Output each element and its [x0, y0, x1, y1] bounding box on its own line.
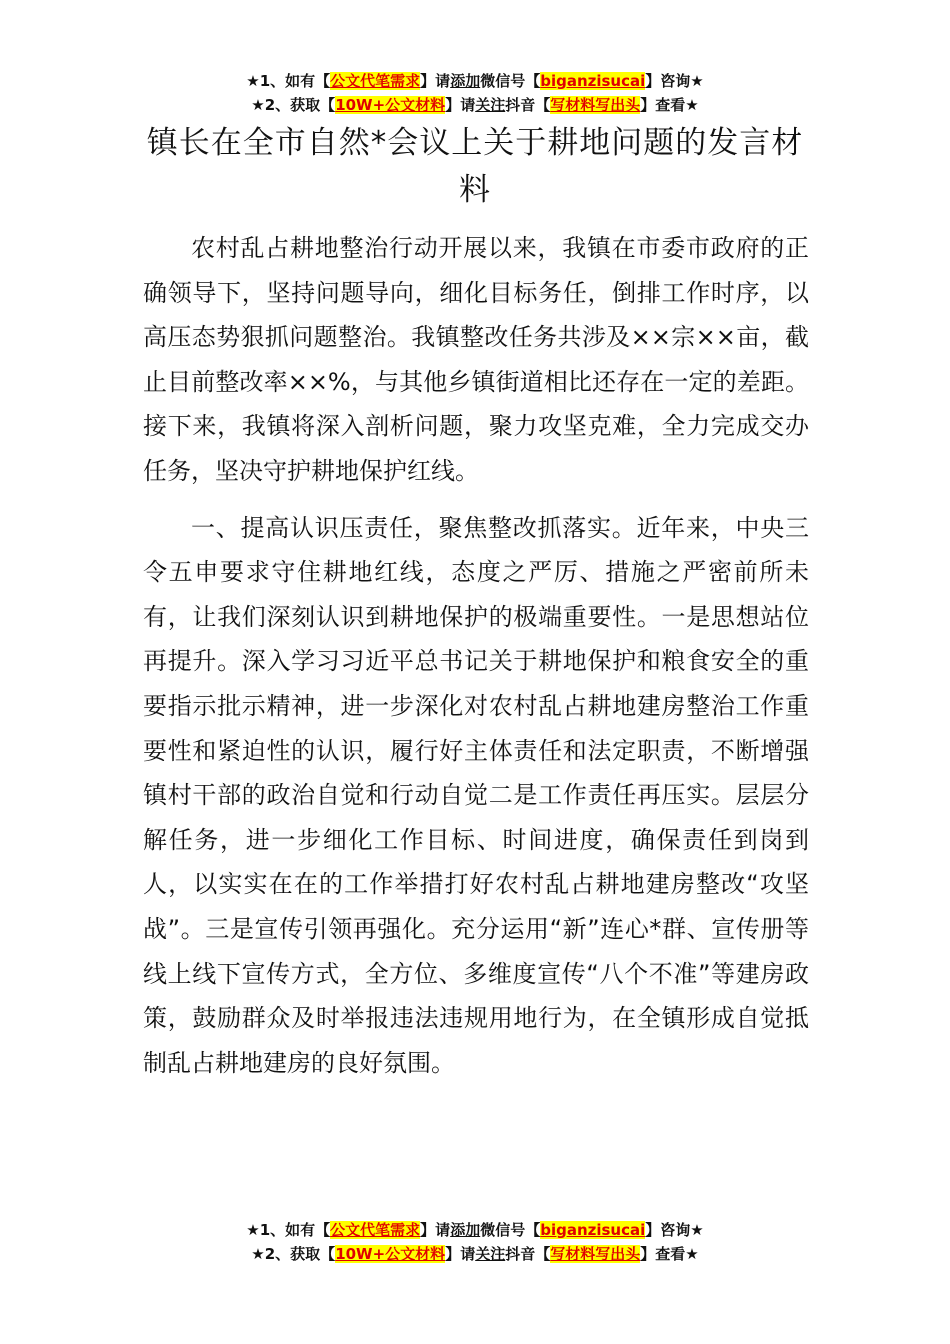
promo-line-1-mid: 】请: [420, 72, 451, 90]
footer-promo-line-2: [0, 1242, 950, 1266]
promo-highlight-douyin-account: 写材料写出头: [550, 96, 641, 114]
footer-emphasis-add: 添加: [450, 1221, 481, 1239]
footer-promo: [0, 1218, 950, 1266]
promo-line-2: [0, 93, 950, 117]
promo-line-2-mid2: 抖音【: [505, 96, 551, 114]
footer-highlight-service: 公文代笔需求: [330, 1221, 421, 1239]
body-paragraph-section-1: 一、提高认识压责任，聚焦整改抓落实。近年来，中央三令五申要求守住耕地红线，态度之严厉、措施之严密前所未有，让我们深刻认识到耕地保护的极端重要性。一是思想站位再提升。深入学习习近平总书记关于耕地保护和粮食安全的重要指示批示精神，进一步深化对农村乱占耕地建房整治工作重要性和紧迫性的认识，履行好主体责任和法定职责，不断增强镇村干部的政治自觉和行动自觉二是工作责任再压实。层层分解任务，进一步细化工作目标、时间进度，确保责任到岗到人，以实实在在的工作举措打好农村乱占耕地建房整改“攻坚战”。三是宣传引领再强化。充分运用“新”连心*群、宣传册等线上线下宣传方式，全方位、多维度宣传“八个不准”等建房政策，鼓励群众及时举报违法违规用地行为，在全镇形成自觉抵制乱占耕地建房的良好氛围。: [143, 513, 809, 1077]
body-paragraph-intro: 农村乱占耕地整治行动开展以来，我镇在市委市政府的正确领导下，坚持问题导向，细化目标务任，倒排工作时序，以高压态势狠抓问题整治。我镇整改任务共涉及××宗××亩，截止目前整改率××%，与其他乡镇街道相比还存在一定的差距。接下来，我镇将深入剖析问题，聚力攻坚克难，全力完成交办任务，坚决守护耕地保护红线。: [143, 234, 809, 485]
footer-line-1-prefix: ★1、如有【: [246, 1221, 331, 1239]
footer-line-2-mid: 】请: [445, 1245, 476, 1263]
promo-emphasis-follow: 关注: [475, 96, 506, 114]
promo-highlight-service: 公文代笔需求: [330, 72, 421, 90]
promo-line-2-mid: 】请: [445, 96, 476, 114]
promo-highlight-wechat-id: biganzisucai: [540, 72, 646, 90]
footer-highlight-douyin-account: 写材料写出头: [550, 1245, 641, 1263]
promo-line-1-mid2: 微信号【: [480, 72, 541, 90]
promo-line-1-suffix: 】咨询★: [645, 72, 704, 90]
promo-emphasis-add: 添加: [450, 72, 481, 90]
footer-line-2-suffix: 】查看★: [640, 1245, 699, 1263]
footer-line-2-prefix: ★2、获取【: [251, 1245, 336, 1263]
footer-promo-line-1: [0, 1218, 950, 1242]
header-promo: [0, 69, 950, 117]
promo-line-1-prefix: ★1、如有【: [246, 72, 331, 90]
promo-line-1: [0, 69, 950, 93]
document-body: [143, 226, 809, 1085]
footer-highlight-materials: 10W+公文材料: [335, 1245, 446, 1263]
footer-emphasis-follow: 关注: [475, 1245, 506, 1263]
footer-line-2-mid2: 抖音【: [505, 1245, 551, 1263]
footer-highlight-wechat-id: biganzisucai: [540, 1221, 646, 1239]
footer-line-1-suffix: 】咨询★: [645, 1221, 704, 1239]
promo-highlight-materials: 10W+公文材料: [335, 96, 446, 114]
footer-line-1-mid2: 微信号【: [480, 1221, 541, 1239]
promo-line-2-prefix: ★2、获取【: [251, 96, 336, 114]
footer-line-1-mid: 】请: [420, 1221, 451, 1239]
document-title: 镇长在全市自然*会议上关于耕地问题的发言材料: [146, 125, 804, 208]
promo-line-2-suffix: 】查看★: [640, 96, 699, 114]
